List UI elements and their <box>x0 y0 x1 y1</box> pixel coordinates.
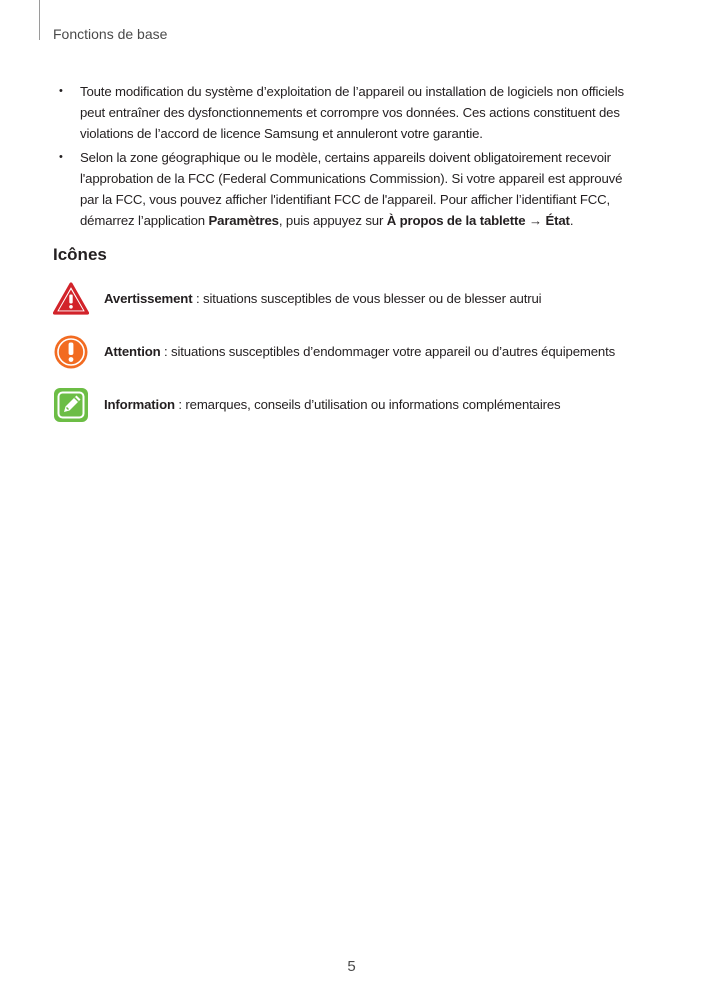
icon-legend-information <box>53 387 653 423</box>
warning-label: Avertissement <box>104 291 193 306</box>
notice-item-fcc <box>53 147 643 231</box>
caution-description <box>104 343 615 361</box>
about-tablet-menu: À propos de la tablette <box>386 213 526 228</box>
notice-text: Toute modification du système d’exploitation de l’appareil ou installation de logiciels non officiels peut entraîner des dysfonctionnements et corrompre vos données. Ces actions constituent des violations de l’accord de licence Samsung et annuleront votre garantie. <box>80 84 624 141</box>
information-description <box>104 396 560 414</box>
note-pencil-icon <box>53 387 89 423</box>
fcc-text-part2: , puis appuyez sur <box>278 213 387 228</box>
information-text: : remarques, conseils d’utilisation ou informations complémentaires <box>174 397 561 412</box>
status-menu: État <box>545 213 570 228</box>
bullet-dot-icon: • <box>59 85 63 97</box>
information-label: Information <box>104 397 175 412</box>
warning-text: : situations susceptibles de vous blesser ou de blesser autrui <box>192 291 542 306</box>
settings-app-name: Paramètres <box>208 213 279 228</box>
warning-triangle-icon <box>53 281 89 317</box>
warning-description <box>104 290 541 308</box>
caution-label: Attention <box>104 344 161 359</box>
caution-exclamation-icon <box>53 334 89 370</box>
icon-legend-warning <box>53 281 653 317</box>
fcc-text-part1: Selon la zone géographique ou le modèle, certains appareils doivent obligatoirement recevoir l'approbation de la FCC (Federal Communications Commission). Si votre appareil est approuvé par la FCC, vous pouvez afficher l'identifiant FCC de l'appareil. Pour afficher l’identifiant FCC, démarrez l’application <box>80 150 623 228</box>
fcc-text-end: . <box>569 213 574 228</box>
running-head-title: Fonctions de base <box>53 26 168 42</box>
arrow-separator: → <box>525 213 546 228</box>
header-rule <box>39 0 40 40</box>
notice-item-software <box>53 81 643 144</box>
page-number: 5 <box>347 958 356 975</box>
icon-legend-caution <box>53 334 653 370</box>
caution-text: : situations susceptibles d’endommager votre appareil ou d’autres équipements <box>160 344 616 359</box>
notice-list <box>53 81 643 231</box>
bullet-dot-icon: • <box>59 151 63 163</box>
notice-text <box>80 150 622 228</box>
icons-section-title: Icônes <box>53 245 107 264</box>
